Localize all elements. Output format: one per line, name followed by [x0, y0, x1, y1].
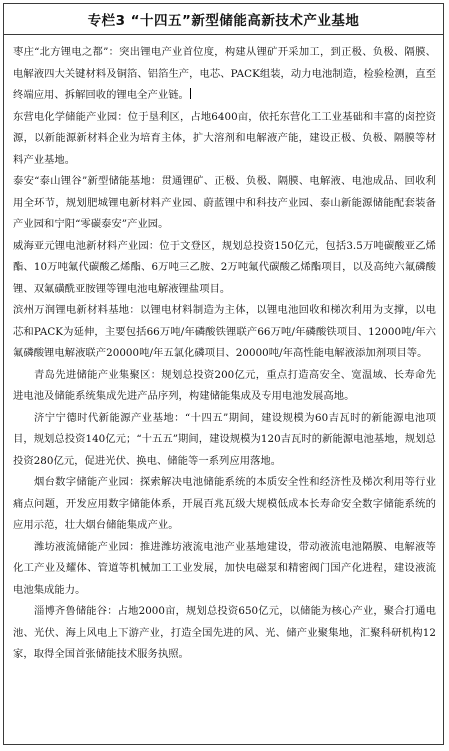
paragraph-zibo: 淄博齐鲁储能谷：占地2000亩，规划总投资650亿元，以储能为核心产业，聚合打通电池、光伏、海上风电上下游产业，打造全国先进的风、光、储产业聚集地，汇聚科研机构12家，取得全国首张储能技术服务执照。: [13, 605, 436, 660]
paragraph-jining: 济宁宁德时代新能源产业基地：“十四五”期间，建设规模为60吉瓦时的新能源电池项目，规划总投资140亿元；“十五五”期间，建设规模为120吉瓦时的新能源电池基地，规划总投资280亿元，促进光伏、换电、储能等一系列应用落地。: [13, 411, 436, 467]
paragraph-dongying: 东营电化学储能产业园：位于垦利区，占地6400亩，依托东营化工工业基础和丰富的卤控资源，以新能源新材料企业为培育主体，扩大溶剂和电解液产能，建设正极、负极、隔膜等材料产业基地。: [13, 110, 436, 166]
paragraph-binzhou: 滨州万润锂电新材料基地：以锂电材料制造为主体，以锂电池回收和梯次利用为支撑，以电芯和PACK为延伸，主要包括66万吨/年磷酸铁锂联产66万吨/年磷酸铁项目、12000吨/年六氟磷酸锂电解液联产20000吨/年五氯化磷项目、20000吨/年高性能电解液添加剂项目等。: [13, 304, 436, 359]
box-title: 专栏3 “十四五”新型储能高新技术产业基地: [4, 4, 443, 35]
paragraph-weihai: 威海亚元锂电池新材料产业园：位于文登区，规划总投资150亿元，包括3.5万吨碳酸亚乙烯酯、10万吨氟代碳酸乙烯酯、6万吨三乙胺、2万吨氟代碳酸乙烯酯项目，以及高纯六氟磷酸锂、双氟磺酰亚胺锂等锂电池电解液锂盐项目。: [13, 239, 436, 295]
paragraph-taian: 泰安“泰山锂谷”新型储能基地：贯通锂矿、正极、负极、隔膜、电解液、电池成品、回收利用全环节，规划肥城锂电新材料产业园、蔚蓝锂中和科技产业园、泰山新能源储能配套装备产业园和宁阳“零碳泰安”产业园。: [13, 175, 436, 230]
paragraph-weifang: 潍坊液流储能产业园：推进潍坊液流电池产业基地建设，带动液流电池隔膜、电解液等化工产业及耀体、管道等机械加工工业发展，加快电磁泵和精密阀门国产化进程，建设液流电池集成能力。: [13, 540, 436, 596]
box-content: [4, 35, 443, 666]
paragraph-yantai: 烟台数字储能产业园：探索解决电池储能系统的本质安全性和经济性及梯次利用等行业痛点问题，开发应用数字储能体系，开展百兆瓦级大规模低成本长寿命安全数字储能系统的应用示范，壮大烟台储能集成产业。: [13, 476, 436, 531]
paragraph-qingdao: 青岛先进储能产业集聚区：规划总投资200亿元，重点打造高安全、宽温域、长寿命先进电池及储能系统集成先进产品序列，构建储能集成及专用电池发展高地。: [13, 368, 436, 402]
text-cursor-icon: [190, 88, 191, 99]
paragraph-zaozhuang: 枣庄“北方锂电之都”：突出锂电产业首位度，构建从锂矿开采加工，到正极、负极、隔膜、电解液四大关键材料及铜箔、铝箔生产，电芯、PACK组装，动力电池制造，检验检测，直至终端应用、拆解回收的锂电全产业链。: [13, 46, 436, 101]
feature-box: [3, 3, 444, 745]
